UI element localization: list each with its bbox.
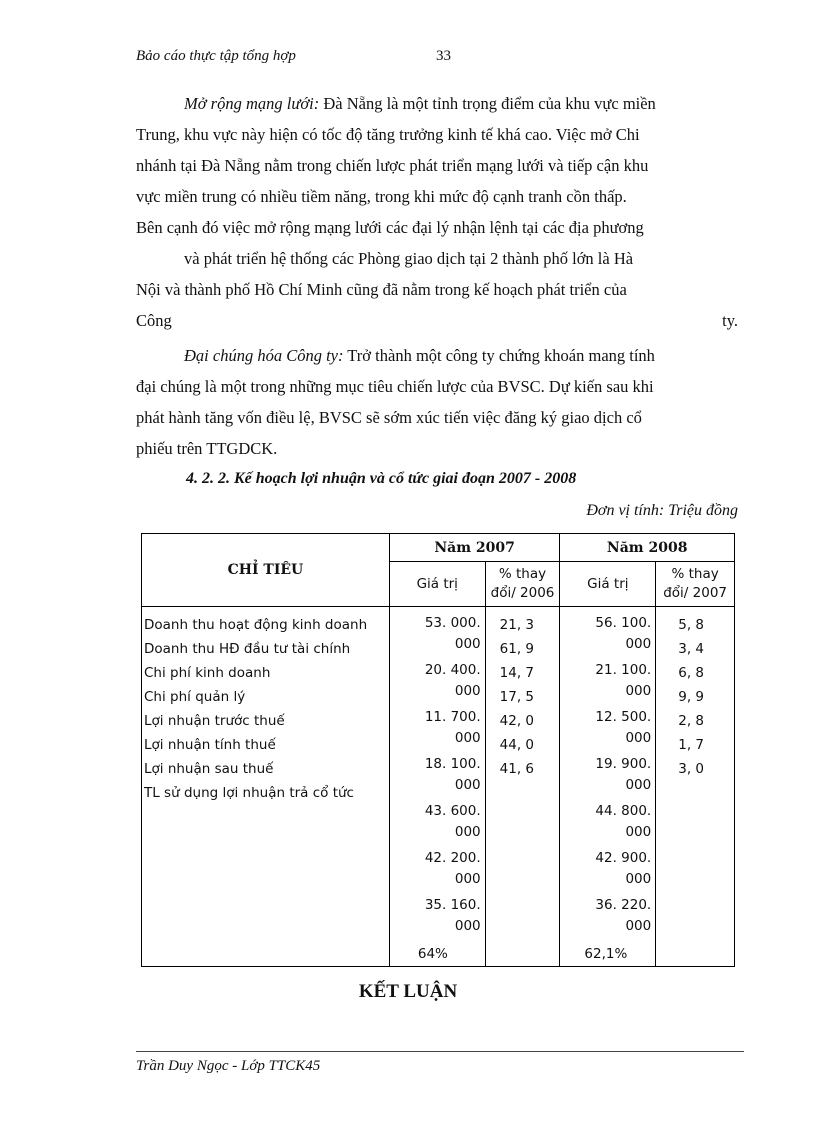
change-cell: 17, 5 xyxy=(499,689,534,705)
change-cell: 3, 4 xyxy=(678,641,704,657)
subheader-value-2008: Giá trị xyxy=(560,562,656,607)
indicator-label: TL sử dụng lợi nhuận trả cổ tức xyxy=(144,785,354,801)
profit-plan-table xyxy=(141,533,735,967)
paragraph-public-company xyxy=(136,340,738,464)
section-heading: 4. 2. 2. Kế hoạch lợi nhuận và cổ tức giai đoạn 2007 - 2008 xyxy=(186,470,577,487)
change-cell: 14, 7 xyxy=(499,665,534,681)
text-line: đại chúng là một trong những mục tiêu chiến lược của BVSC. Dự kiến sau khi xyxy=(136,377,654,396)
text-line: Công ty. xyxy=(136,311,738,330)
text-line: Đà Nẵng là một tỉnh trọng điểm của khu vực miền xyxy=(319,94,656,113)
indicator-label: Lợi nhuận sau thuế xyxy=(144,761,274,777)
text-line: Bên cạnh đó việc mở rộng mạng lưới các đại lý nhận lệnh tại các địa phương xyxy=(136,218,644,237)
value-cell: 21. 100. 000 xyxy=(595,662,652,699)
subheader-value-2007: Giá trị xyxy=(389,562,485,607)
text-line: Trung, khu vực này hiện có tốc độ tăng trưởng kinh tế khá cao. Việc mở Chi xyxy=(136,125,640,144)
dividend-ratio-2007: 64% xyxy=(417,946,448,962)
value-cell: 12. 500. 000 xyxy=(595,709,652,746)
value-cell: 43. 600. 000 xyxy=(424,803,481,840)
running-footer: Trần Duy Ngọc - Lớp TTCK45 xyxy=(136,1058,321,1074)
indicator-label: Chi phí kinh doanh xyxy=(144,665,271,681)
dividend-ratio-2008: 62,1% xyxy=(584,946,628,962)
running-header: Bảo cáo thực tập tổng hợp xyxy=(136,48,296,64)
paragraph-lead: Mở rộng mạng lưới: xyxy=(184,94,320,113)
change-2008-column xyxy=(656,607,735,967)
text-line: và phát triển hệ thống các Phòng giao dịch tại 2 thành phố lớn là Hà xyxy=(184,249,634,268)
text-line: Trở thành một công ty chứng khoán mang tính xyxy=(343,346,655,365)
change-cell: 42, 0 xyxy=(499,713,534,729)
indicator-column xyxy=(142,607,390,967)
value-cell: 36. 220. 000 xyxy=(595,897,652,934)
value-cell: 56. 100. 000 xyxy=(595,615,652,652)
conclusion-heading: KẾT LUẬN xyxy=(358,981,458,1002)
paragraph-network-expansion xyxy=(136,88,738,336)
text-line: vực miền trung có nhiều tiềm năng, trong khi mức độ cạnh tranh cồn thấp. xyxy=(136,187,627,206)
subheader-change-2007: % thay đổi/ 2006 xyxy=(485,562,560,607)
header-year-2008: Năm 2008 xyxy=(560,534,735,562)
subheader-change-2008: % thay đổi/ 2007 xyxy=(656,562,735,607)
change-cell: 6, 8 xyxy=(678,665,704,681)
change-cell: 1, 7 xyxy=(678,737,704,753)
change-cell: 2, 8 xyxy=(678,713,704,729)
value-2008-column xyxy=(560,607,656,967)
indicator-label: Lợi nhuận tính thuế xyxy=(144,737,276,753)
value-cell: 44. 800. 000 xyxy=(595,803,652,840)
value-cell: 42. 200. 000 xyxy=(424,850,481,887)
text-line: phát hành tăng vốn điều lệ, BVSC sẽ sớm xúc tiến việc đăng ký giao dịch cổ xyxy=(136,408,642,427)
value-cell: 42. 900. 000 xyxy=(595,850,652,887)
text-line: phiếu trên TTGDCK. xyxy=(136,439,278,458)
change-cell: 21, 3 xyxy=(499,617,534,633)
change-cell: 3, 0 xyxy=(678,761,704,777)
value-cell: 11. 700. 000 xyxy=(424,709,481,746)
value-cell: 18. 100. 000 xyxy=(424,756,481,793)
page-number: 33 xyxy=(436,48,451,64)
change-cell: 61, 9 xyxy=(499,641,534,657)
value-cell: 53. 000. 000 xyxy=(424,615,481,652)
paragraph-lead: Đại chúng hóa Công ty: xyxy=(184,346,344,365)
header-indicator: CHỈ TIÊU xyxy=(142,534,390,607)
indicator-label: Doanh thu hoạt động kinh doanh xyxy=(144,617,368,633)
change-cell: 44, 0 xyxy=(499,737,534,753)
value-2007-column xyxy=(389,607,485,967)
value-cell: 20. 400. 000 xyxy=(424,662,481,699)
change-cell: 41, 6 xyxy=(499,761,534,777)
header-year-2007: Năm 2007 xyxy=(389,534,560,562)
footer-rule xyxy=(136,1051,744,1052)
text-line: Nội và thành phố Hồ Chí Minh cũng đã nằm trong kế hoạch phát triển của xyxy=(136,280,627,299)
value-cell: 19. 900. 000 xyxy=(595,756,652,793)
text-line: nhánh tại Đà Nẵng nằm trong chiến lược phát triển mạng lưới và tiếp cận khu xyxy=(136,156,649,175)
change-cell: 5, 8 xyxy=(678,617,704,633)
indicator-label: Doanh thu HĐ đầu tư tài chính xyxy=(144,641,351,657)
change-cell: 9, 9 xyxy=(678,689,704,705)
value-cell: 35. 160. 000 xyxy=(424,897,481,934)
unit-note: Đơn vị tính: Triệu đồng xyxy=(586,502,738,519)
indicator-label: Chi phí quản lý xyxy=(144,689,246,705)
indicator-label: Lợi nhuận trước thuế xyxy=(144,713,285,729)
change-2007-column xyxy=(485,607,560,967)
